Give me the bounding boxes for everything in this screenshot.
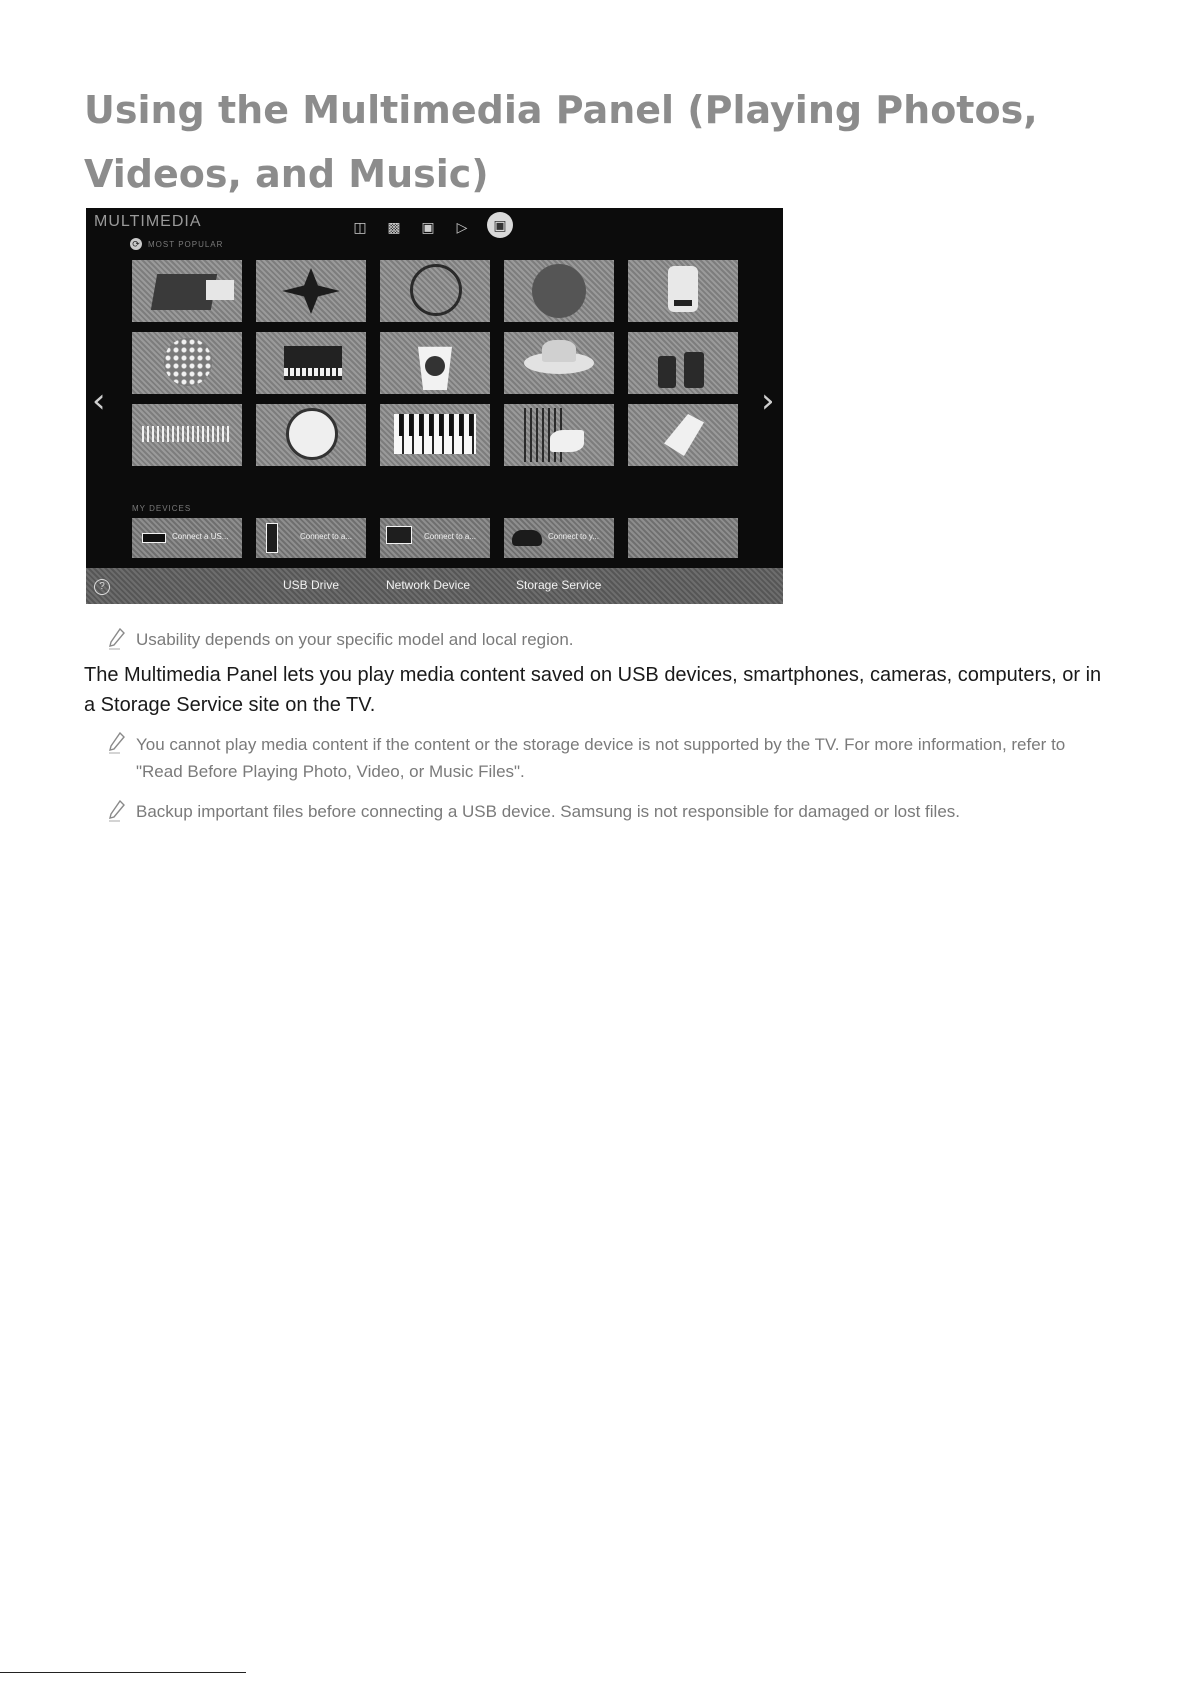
most-popular-icon: ⟳	[130, 238, 142, 250]
media-tile[interactable]	[132, 260, 242, 322]
cloud-icon	[512, 530, 542, 546]
top-icon-bar	[351, 216, 513, 238]
media-tile[interactable]	[256, 332, 366, 394]
most-popular-label: MOST POPULAR	[148, 240, 224, 249]
footer-rule	[0, 1672, 246, 1673]
photos-icon[interactable]: ◫	[353, 219, 367, 235]
media-tile[interactable]	[628, 404, 738, 466]
media-tile[interactable]	[380, 404, 490, 466]
device-label: Connect to y...	[548, 532, 599, 541]
smartphone-icon	[266, 523, 278, 553]
media-tile[interactable]	[504, 332, 614, 394]
device-label: Connect to a...	[300, 532, 353, 541]
multimedia-icon[interactable]: ▣	[487, 212, 513, 238]
tv-icon[interactable]: ▣	[421, 219, 435, 235]
media-tile[interactable]	[132, 404, 242, 466]
multimedia-screenshot	[86, 208, 783, 604]
device-empty-slot	[628, 518, 738, 558]
device-cloud[interactable]	[504, 518, 614, 558]
device-label: Connect to a...	[424, 532, 477, 541]
bottom-bar	[86, 568, 783, 604]
computer-icon	[386, 526, 412, 544]
usb-icon	[142, 533, 166, 543]
media-tile[interactable]	[256, 260, 366, 322]
media-tile[interactable]	[628, 260, 738, 322]
page-title: Using the Multimedia Panel (Playing Photos, Videos, and Music)	[84, 88, 1038, 196]
media-tile[interactable]	[380, 260, 490, 322]
media-tile[interactable]	[256, 404, 366, 466]
unsupported-note: You cannot play media content if the content or the storage device is not supported by the TV. For more information, refer to "Read Before Playing Photo, Video, or Music Files".	[136, 735, 1066, 781]
pencil-icon	[108, 800, 126, 822]
backup-note: Backup important files before connecting a USB device. Samsung is not responsible for damaged or lost files.	[136, 802, 960, 821]
device-label: Connect a US...	[172, 532, 229, 541]
media-tile[interactable]	[504, 404, 614, 466]
help-button[interactable]: ?	[94, 579, 110, 595]
network-device-button[interactable]: Network Device	[386, 578, 471, 592]
prev-arrow[interactable]: ‹	[92, 381, 106, 421]
storage-service-button[interactable]: Storage Service	[516, 578, 602, 592]
videos-icon[interactable]: ▩	[387, 219, 401, 235]
usb-drive-button[interactable]: USB Drive	[283, 578, 340, 592]
device-usb[interactable]	[132, 518, 242, 558]
pencil-icon	[108, 628, 126, 650]
media-tile[interactable]	[132, 332, 242, 394]
usability-note: Usability depends on your specific model and local region.	[136, 630, 574, 649]
my-devices-label: MY DEVICES	[132, 504, 192, 513]
next-arrow[interactable]: ›	[761, 381, 775, 421]
app-title: MULTIMEDIA	[94, 213, 202, 230]
intro-paragraph: The Multimedia Panel lets you play media content saved on USB devices, smartphones, cameras, computers, or in a Storage Service site on the TV.	[84, 664, 1102, 716]
pencil-icon	[108, 732, 126, 754]
device-smartphone[interactable]	[256, 518, 366, 558]
play-icon[interactable]: ▷	[456, 219, 468, 235]
media-tile[interactable]	[628, 332, 738, 394]
media-tile[interactable]	[504, 260, 614, 322]
device-computer[interactable]	[380, 518, 490, 558]
media-tile[interactable]	[380, 332, 490, 394]
